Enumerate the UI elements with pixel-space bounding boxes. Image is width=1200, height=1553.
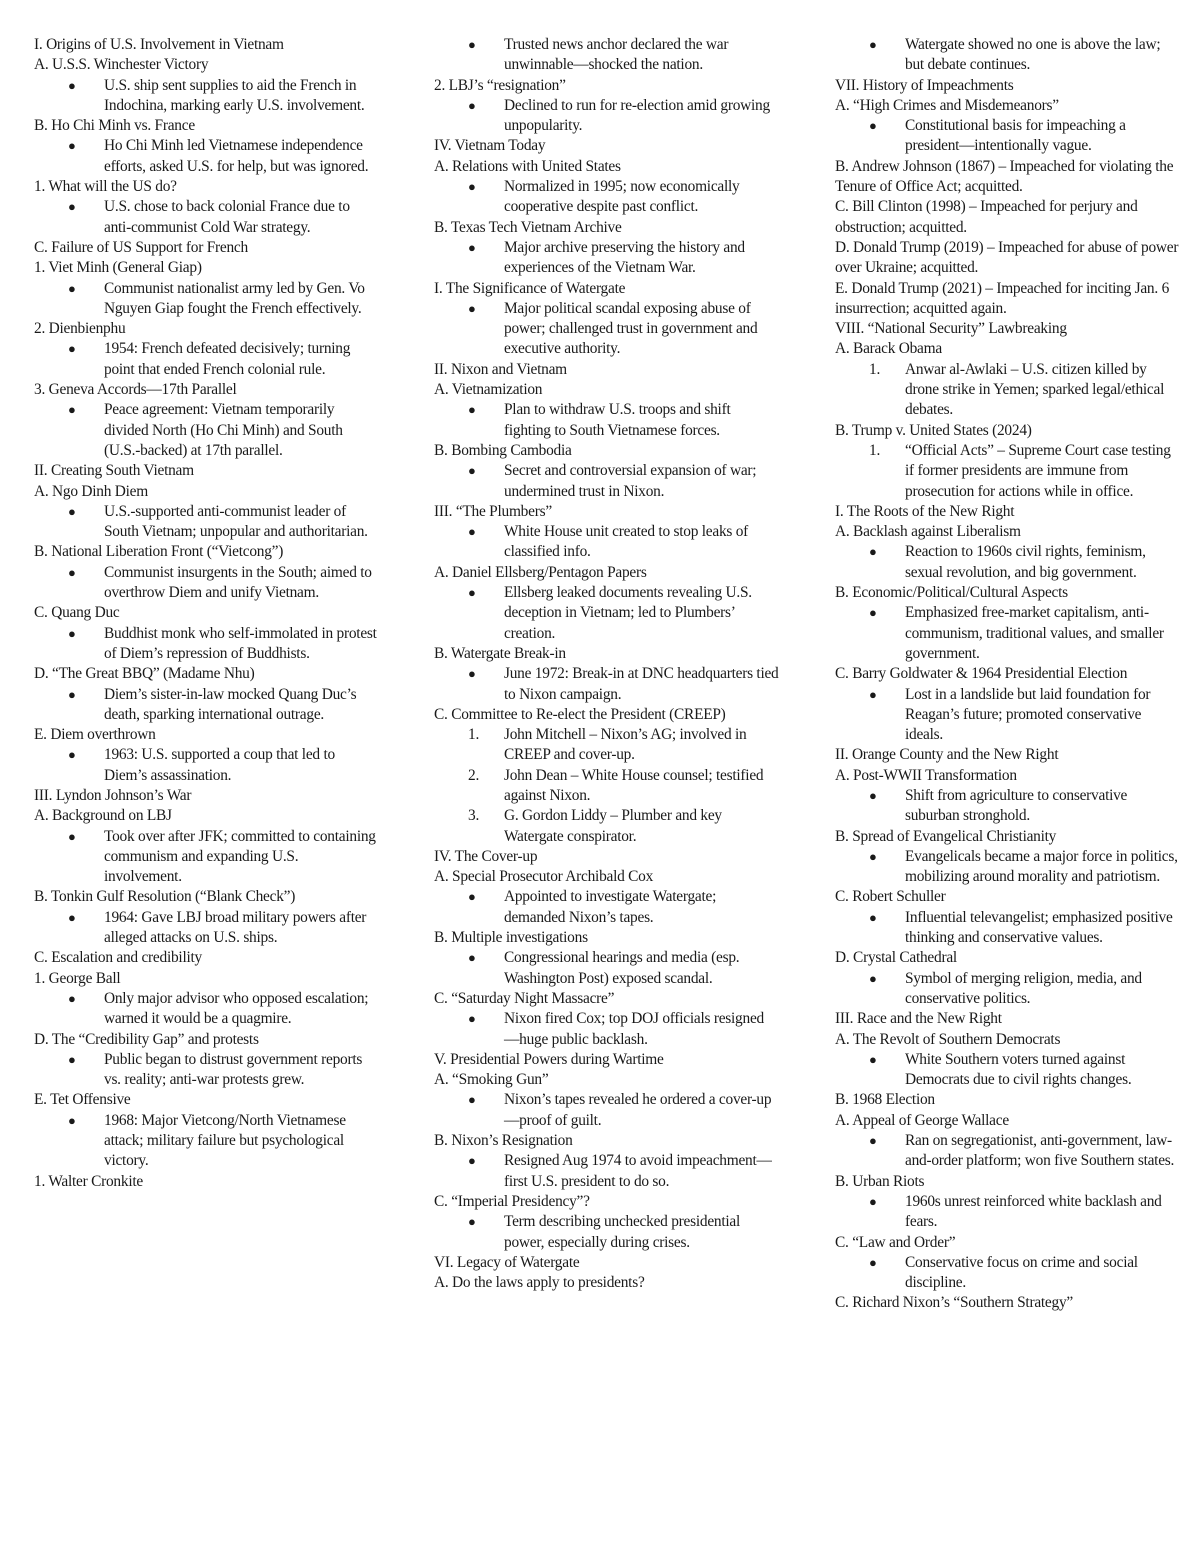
item-text: Ho Chi Minh led Vietnamese independence efforts, asked U.S. for help, but was ignored. [104, 137, 369, 175]
bullet-icon: ● [468, 1011, 476, 1027]
outline-heading: A. Post-WWII Transformation [835, 766, 1017, 784]
numbered-item [835, 360, 1180, 421]
bullet-icon: ● [468, 889, 476, 905]
bullet-item [34, 279, 379, 320]
bullet-icon: ● [869, 605, 877, 621]
outline-heading: A. Daniel Ellsberg/Pentagon Papers [434, 563, 647, 581]
outline-heading: 1. What will the US do? [34, 178, 177, 196]
item-text: Nixon fired Cox; top DOJ officials resigned—huge public backlash. [504, 1010, 764, 1048]
bullet-item [434, 238, 779, 279]
bullet-icon: ● [468, 300, 476, 316]
item-text: Normalized in 1995; now economically cooperative despite past conflict. [504, 178, 740, 216]
outline-heading: A. U.S.S. Winchester Victory [34, 56, 209, 74]
item-text: Conservative focus on crime and social discipline. [905, 1253, 1138, 1292]
bullet-icon: ● [68, 990, 76, 1006]
bullet-icon: ● [68, 199, 76, 215]
bullet-item [34, 1050, 379, 1091]
outline-heading: B. Bombing Cambodia [434, 441, 572, 459]
numbered-item [434, 806, 779, 847]
item-number: 1. [869, 360, 881, 378]
outline-heading: I. The Significance of Watergate [434, 279, 626, 297]
outline-heading: D. Donald Trump (2019) – Impeached for abuse of power over Ukraine; acquitted. [835, 238, 1179, 277]
bullet-item [434, 522, 779, 563]
outline-heading: A. Special Prosecutor Archibald Cox [434, 868, 654, 886]
bullet-icon: ● [68, 686, 76, 702]
outline-heading: C. Bill Clinton (1998) – Impeached for perjury and obstruction; acquitted. [835, 198, 1138, 236]
outline-heading: A. Barack Obama [835, 340, 942, 358]
bullet-item [434, 1090, 779, 1131]
bullet-item [835, 685, 1180, 746]
outline-heading: I. The Roots of the New Right [835, 502, 1015, 520]
bullet-item [34, 745, 379, 786]
bullet-icon: ● [68, 402, 76, 418]
item-text: 1963: U.S. supported a coup that led to Diem’s assassination. [104, 746, 335, 784]
bullet-item [835, 847, 1180, 888]
bullet-item [434, 1009, 779, 1050]
bullet-item [835, 1131, 1180, 1172]
outline-heading: B. 1968 Election [835, 1091, 935, 1109]
item-text: 1960s unrest reinforced white backlash and fears. [905, 1192, 1162, 1231]
item-text: Shift from agriculture to conservative suburban stronghold. [905, 786, 1128, 825]
item-text: “Official Acts” – Supreme Court case testing if former presidents are immune from prosecution for actions while in office. [905, 441, 1171, 500]
bullet-icon: ● [869, 686, 877, 702]
bullet-item [34, 76, 379, 117]
bullet-icon: ● [68, 280, 76, 296]
bullet-icon: ● [468, 1153, 476, 1169]
outline-heading: II. Creating South Vietnam [34, 462, 194, 480]
bullet-icon: ● [869, 1051, 877, 1067]
bullet-icon: ● [68, 828, 76, 844]
outline-heading: III. Lyndon Johnson’s War [34, 786, 192, 804]
bullet-item [34, 685, 379, 726]
item-text: U.S.-supported anti-communist leader of South Vietnam; unpopular and authoritarian. [104, 502, 368, 541]
outline-heading: C. Quang Duc [34, 604, 120, 622]
bullet-item [835, 786, 1180, 827]
outline-heading: B. Tonkin Gulf Resolution (“Blank Check”) [34, 888, 296, 906]
outline-heading: B. Andrew Johnson (1867) – Impeached for violating the Tenure of Office Act; acquitted. [835, 157, 1174, 196]
bullet-icon: ● [68, 909, 76, 925]
outline-heading: IV. The Cover-up [434, 847, 538, 865]
item-number: 1. [468, 726, 480, 744]
outline-heading: D. The “Credibility Gap” and protests [34, 1030, 259, 1048]
bullet-item [434, 948, 779, 989]
bullet-icon: ● [468, 585, 476, 601]
item-text: John Dean – White House counsel; testified against Nixon. [504, 766, 764, 804]
outline-column-3 [835, 35, 1180, 1314]
item-text: John Mitchell – Nixon’s AG; involved in CREEP and cover-up. [504, 726, 747, 764]
item-text: Lost in a landslide but laid foundation for Reagan’s future; promoted conservative ideals. [905, 685, 1151, 744]
bullet-icon: ● [468, 97, 476, 113]
outline-heading: 2. Dienbienphu [34, 320, 126, 338]
outline-heading: 1. Walter Cronkite [34, 1172, 143, 1190]
outline-heading: C. Barry Goldwater & 1964 Presidential Election [835, 665, 1128, 683]
item-text: Peace agreement: Vietnam temporarily divided North (Ho Chi Minh) and South (U.S.-backed) at 17th parallel. [104, 401, 343, 459]
bullet-icon: ● [68, 503, 76, 519]
item-text: 1964: Gave LBJ broad military powers after alleged attacks on U.S. ships. [104, 908, 367, 947]
bullet-icon: ● [68, 747, 76, 763]
item-text: 1968: Major Vietcong/North Vietnamese attack; military failure but psychological victory. [104, 1111, 346, 1170]
outline-heading: C. Robert Schuller [835, 888, 946, 906]
outline-heading: VI. Legacy of Watergate [434, 1253, 580, 1271]
item-text: Emphasized free-market capitalism, anti-communism, traditional values, and smaller government. [905, 604, 1164, 662]
bullet-icon: ● [468, 666, 476, 682]
outline-heading: A. Do the laws apply to presidents? [434, 1274, 645, 1292]
outline-heading: II. Nixon and Vietnam [434, 360, 567, 378]
bullet-icon: ● [869, 909, 877, 925]
outline-heading: C. “Saturday Night Massacre” [434, 989, 615, 1007]
outline-heading: B. Spread of Evangelical Christianity [835, 827, 1057, 845]
bullet-item [434, 96, 779, 137]
bullet-item [835, 603, 1180, 664]
outline-heading: VIII. “National Security” Lawbreaking [835, 320, 1067, 338]
bullet-item [434, 400, 779, 441]
outline-heading: A. “Smoking Gun” [434, 1071, 549, 1089]
bullet-icon: ● [869, 970, 877, 986]
outline-heading: III. Race and the New Right [835, 1010, 1002, 1028]
bullet-item [434, 177, 779, 218]
item-text: White House unit created to stop leaks of classified info. [504, 523, 749, 561]
bullet-item [34, 400, 379, 461]
bullet-icon: ● [869, 544, 877, 560]
bullet-item [434, 1151, 779, 1192]
item-text: Public began to distrust government reports vs. reality; anti-war protests grew. [104, 1050, 363, 1089]
bullet-icon: ● [68, 625, 76, 641]
item-number: 1. [869, 441, 881, 459]
outline-heading: A. Appeal of George Wallace [835, 1111, 1009, 1129]
bullet-icon: ● [869, 848, 877, 864]
bullet-icon: ● [869, 1133, 877, 1149]
bullet-item [835, 908, 1180, 949]
outline-heading: A. Backlash against Liberalism [835, 523, 1021, 541]
bullet-icon: ● [468, 524, 476, 540]
outline-heading: D. Crystal Cathedral [835, 949, 957, 967]
outline-heading: A. “High Crimes and Misdemeanors” [835, 96, 1059, 114]
outline-heading: 1. Viet Minh (General Giap) [34, 259, 202, 277]
bullet-icon: ● [869, 37, 877, 52]
outline-heading: B. Economic/Political/Cultural Aspects [835, 584, 1068, 602]
item-text: Appointed to investigate Watergate; demanded Nixon’s tapes. [504, 888, 717, 926]
item-text: Major archive preserving the history and experiences of the Vietnam War. [504, 238, 745, 277]
bullet-item [434, 887, 779, 928]
bullet-item [34, 908, 379, 949]
outline-heading: B. Nixon’s Resignation [434, 1132, 573, 1150]
outline-heading: E. Tet Offensive [34, 1091, 131, 1109]
outline-heading: 2. LBJ’s “resignation” [434, 76, 566, 94]
bullet-item [34, 502, 379, 543]
outline-heading: B. Texas Tech Vietnam Archive [434, 218, 622, 236]
outline-heading: V. Presidential Powers during Wartime [434, 1050, 664, 1068]
item-text: Influential televangelist; emphasized positive thinking and conservative values. [905, 908, 1173, 947]
item-text: Resigned Aug 1974 to avoid impeachment—first U.S. president to do so. [504, 1152, 772, 1190]
item-number: 2. [468, 766, 480, 784]
item-text: U.S. chose to back colonial France due to anti-communist Cold War strategy. [104, 198, 350, 236]
bullet-item [34, 827, 379, 888]
outline-heading: E. Donald Trump (2021) – Impeached for inciting Jan. 6 insurrection; acquitted again. [835, 279, 1170, 317]
item-text: Declined to run for re-election amid growing unpopularity. [504, 96, 770, 135]
bullet-item [434, 664, 779, 705]
item-text: Diem’s sister-in-law mocked Quang Duc’s death, sparking international outrage. [104, 685, 357, 723]
outline-heading: C. Escalation and credibility [34, 949, 202, 967]
bullet-icon: ● [468, 463, 476, 479]
item-text: Anwar al-Awlaki – U.S. citizen killed by drone strike in Yemen; sparked legal/ethical debates. [905, 360, 1165, 419]
outline-heading: C. Failure of US Support for French [34, 238, 248, 256]
bullet-icon: ● [468, 402, 476, 418]
item-text: June 1972: Break-in at DNC headquarters tied to Nixon campaign. [504, 665, 779, 703]
item-text: Watergate showed no one is above the law; but debate continues. [905, 36, 1161, 74]
bullet-icon: ● [869, 1254, 877, 1270]
outline-heading: B. Urban Riots [835, 1172, 925, 1190]
item-text: Ellsberg leaked documents revealing U.S. deception in Vietnam; led to Plumbers’ creation. [504, 584, 752, 642]
outline-heading: B. Multiple investigations [434, 929, 588, 947]
bullet-item [835, 969, 1180, 1010]
outline-heading: A. Relations with United States [434, 157, 621, 175]
item-text: Major political scandal exposing abuse of power; challenged trust in government and executive authority. [504, 299, 758, 358]
outline-heading: I. Origins of U.S. Involvement in Vietnam [34, 36, 284, 53]
outline-heading: B. National Liberation Front (“Vietcong”) [34, 543, 284, 561]
outline-heading: A. Ngo Dinh Diem [34, 482, 148, 500]
outline-heading: C. “Imperial Presidency”? [434, 1192, 590, 1210]
outline-heading: II. Orange County and the New Right [835, 746, 1059, 764]
outline-heading: C. “Law and Order” [835, 1233, 956, 1251]
outline-heading: C. Richard Nixon’s “Southern Strategy” [835, 1294, 1073, 1312]
bullet-item [34, 1111, 379, 1172]
bullet-item [835, 1253, 1180, 1294]
outline-heading: E. Diem overthrown [34, 726, 156, 744]
bullet-item [34, 563, 379, 604]
item-text: Term describing unchecked presidential power, especially during crises. [504, 1213, 741, 1251]
item-text: Constitutional basis for impeaching a president—intentionally vague. [905, 117, 1126, 155]
bullet-item [34, 624, 379, 665]
bullet-item [434, 461, 779, 502]
item-text: White Southern voters turned against Democrats due to civil rights changes. [905, 1050, 1132, 1089]
item-text: Congressional hearings and media (esp. Washington Post) exposed scandal. [504, 949, 740, 987]
bullet-icon: ● [869, 118, 877, 134]
item-text: Nixon’s tapes revealed he ordered a cover-up—proof of guilt. [504, 1091, 772, 1129]
bullet-item [835, 1192, 1180, 1233]
bullet-icon: ● [468, 950, 476, 966]
bullet-icon: ● [68, 1051, 76, 1067]
item-text: Took over after JFK; committed to containing communism and expanding U.S. involvement. [104, 827, 376, 886]
bullet-icon: ● [68, 341, 76, 357]
bullet-item [34, 136, 379, 177]
numbered-item [835, 441, 1180, 502]
item-text: Buddhist monk who self-immolated in protest of Diem’s repression of Buddhists. [104, 624, 377, 662]
bullet-icon: ● [468, 1214, 476, 1230]
item-text: Symbol of merging religion, media, and conservative politics. [905, 969, 1142, 1007]
bullet-item [434, 35, 779, 76]
item-text: Plan to withdraw U.S. troops and shift fighting to South Vietnamese forces. [504, 401, 731, 439]
bullet-icon: ● [468, 239, 476, 255]
item-text: Only major advisor who opposed escalation; warned it would be a quagmire. [104, 989, 369, 1028]
bullet-item [835, 542, 1180, 583]
outline-heading: 1. George Ball [34, 969, 121, 987]
bullet-item [434, 583, 779, 644]
outline-column-2 [434, 35, 779, 1293]
bullet-icon: ● [869, 787, 877, 803]
bullet-icon: ● [68, 77, 76, 93]
item-number: 3. [468, 807, 480, 825]
item-text: Trusted news anchor declared the war unwinnable—shocked the nation. [504, 36, 729, 74]
item-text: G. Gordon Liddy – Plumber and key Watergate conspirator. [504, 807, 722, 845]
bullet-item [835, 35, 1180, 76]
item-text: Communist nationalist army led by Gen. Vo Nguyen Giap fought the French effectively. [104, 279, 365, 317]
bullet-item [34, 197, 379, 238]
outline-heading: 3. Geneva Accords—17th Parallel [34, 381, 237, 399]
numbered-item [434, 725, 779, 766]
outline-heading: IV. Vietnam Today [434, 137, 546, 155]
bullet-icon: ● [468, 37, 476, 52]
bullet-icon: ● [468, 1092, 476, 1108]
bullet-icon: ● [68, 1112, 76, 1128]
item-text: Communist insurgents in the South; aimed to overthrow Diem and unify Vietnam. [104, 563, 372, 602]
outline-heading: A. The Revolt of Southern Democrats [835, 1030, 1061, 1048]
outline-heading: A. Background on LBJ [34, 807, 172, 825]
bullet-item [434, 1212, 779, 1253]
outline-heading: B. Watergate Break-in [434, 644, 566, 662]
item-text: Ran on segregationist, anti-government, law-and-order platform; won five Southern states. [905, 1132, 1175, 1170]
outline-heading: D. “The Great BBQ” (Madame Nhu) [34, 665, 255, 683]
item-text: Evangelicals became a major force in politics, mobilizing around morality and patriotism. [905, 847, 1178, 886]
bullet-item [835, 116, 1180, 157]
numbered-item [434, 766, 779, 807]
bullet-icon: ● [68, 138, 76, 154]
outline-heading: III. “The Plumbers” [434, 502, 552, 520]
bullet-icon: ● [68, 564, 76, 580]
bullet-icon: ● [869, 1193, 877, 1209]
outline-heading: A. Vietnamization [434, 381, 543, 399]
item-text: Secret and controversial expansion of war; undermined trust in Nixon. [504, 462, 757, 500]
outline-heading: B. Trump v. United States (2024) [835, 421, 1032, 439]
item-text: U.S. ship sent supplies to aid the French in Indochina, marking early U.S. involvement. [104, 76, 365, 114]
bullet-item [34, 339, 379, 380]
outline-column-1 [34, 35, 379, 1192]
bullet-icon: ● [468, 179, 476, 195]
outline-heading: C. Committee to Re-elect the President (CREEP) [434, 705, 726, 723]
outline-heading: B. Ho Chi Minh vs. France [34, 117, 195, 135]
outline-heading: VII. History of Impeachments [835, 76, 1014, 94]
item-text: Reaction to 1960s civil rights, feminism, sexual revolution, and big government. [905, 543, 1146, 581]
bullet-item [835, 1050, 1180, 1091]
bullet-item [34, 989, 379, 1030]
bullet-item [434, 299, 779, 360]
item-text: 1954: French defeated decisively; turning point that ended French colonial rule. [104, 340, 351, 378]
